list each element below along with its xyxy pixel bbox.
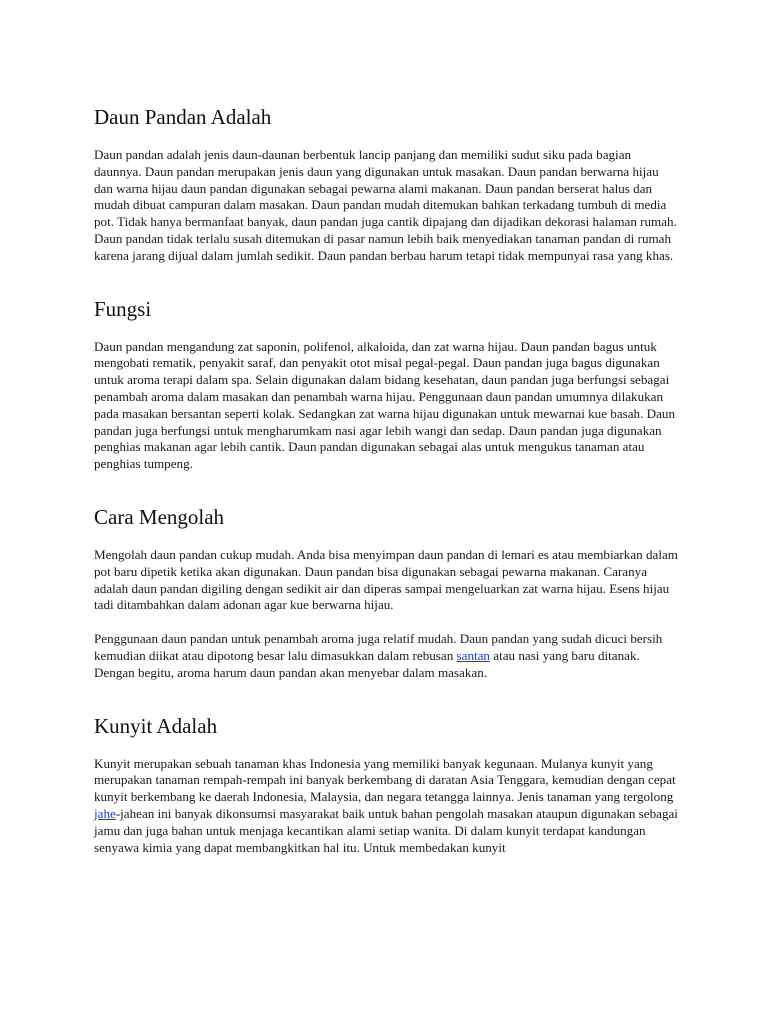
paragraph-text: Penggunaan daun pandan untuk penambah aroma juga relatif mudah. Daun pandan yang sudah dicuci bersih kemudian diikat atau dipotong besar lalu dimasukkan dalam rebusan: [94, 631, 663, 663]
section-cara-mengolah: [94, 504, 678, 682]
jahe-link[interactable]: jahe: [94, 805, 116, 821]
paragraph-text: Kunyit merupakan sebuah tanaman khas Indonesia yang memiliki banyak kegunaan. Mulanya kunyit yang merupakan tanaman rempah-rempah ini banyak berkembang di daratan Asia Tenggara, kemudian dengan cepat kunyit berkembang ke daerah Indonesia, Malaysia, dan negara tetangga lainnya. Jenis tanaman yang tergolong: [94, 755, 676, 805]
santan-link[interactable]: santan: [456, 647, 490, 663]
section-kunyit-adalah: [94, 713, 678, 857]
section-daun-pandan-adalah: [94, 104, 678, 265]
section-heading: Cara Mengolah: [94, 504, 225, 529]
section-paragraph: Daun pandan adalah jenis daun-daunan berbentuk lancip panjang dan memiliki sudut siku pada bagian daunnya. Daun pandan merupakan jenis daun yang digunakan untuk masakan. Daun pandan berwarna hijau dan warna hijau daun pandan digunakan sebagai pewarna alami makanan. Daun pandan berserat halus dan mudah dibuat campuran dalam masakan. Daun pandan mudah ditemukan bahkan terkadang tumbuh di media pot. Tidak hanya bermanfaat banyak, daun pandan juga cantik dipajang dan dijadikan dekorasi halaman rumah. Daun pandan tidak terlalu susah ditemukan di pasar namun lebih baik menyediakan tanaman pandan di rumah karena jarang dijual dalam jumlah sedikit. Daun pandan berbau harum tetapi tidak mempunyai rasa yang khas.: [94, 147, 677, 263]
section-fungsi: [94, 296, 678, 473]
section-paragraph: Mengolah daun pandan cukup mudah. Anda bisa menyimpan daun pandan di lemari es atau membiarkan dalam pot baru dipetik ketika akan digunakan. Daun pandan bisa digunakan sebagai pewarna makanan. Caranya adalah daun pandan digiling dengan sedikit air dan diperas sampai mengeluarkan zat warna hijau. Esens hijau tadi ditambahkan dalam adonan agar kue berwarna hijau.: [94, 546, 678, 613]
paragraph-text: atau nasi yang baru ditanak. Dengan begitu, aroma harum daun pandan akan menyebar dalam masakan.: [94, 647, 640, 680]
section-heading: Daun Pandan Adalah: [94, 105, 272, 129]
paragraph-text: -jahean ini banyak dikonsumsi masyarakat baik untuk bahan pengolah masakan ataupun digunakan sebagai jamu dan juga bahan untuk menjaga kecantikan alami setiap wanita. Di dalam kunyit terdapat kandungan senyawa kimia yang dapat membangkitkan hal itu. Untuk membedakan kunyit: [94, 805, 678, 855]
document-page: [94, 104, 678, 887]
section-paragraph: [94, 631, 678, 681]
section-heading: Kunyit Adalah: [94, 713, 218, 738]
section-heading: Fungsi: [94, 296, 152, 321]
section-paragraph: Daun pandan mengandung zat saponin, polifenol, alkaloida, dan zat warna hijau. Daun pandan bagus untuk mengobati rematik, penyakit saraf, dan penyakit otot misal pegal-pegal. Daun pandan juga bagus digunakan untuk aroma terapi dalam spa. Selain digunakan dalam bidang kesehatan, daun pandan juga berfungsi sebagai penambah aroma dalam masakan dan penambah warna hijau. Penggunaan daun pandan umumnya dilakukan pada masakan bersantan seperti kolak. Sedangkan zat warna hijau digunakan untuk mewarnai kue basah. Daun pandan juga berfungsi untuk mengharumkam nasi agar lebih wangi dan sedap. Daun pandan juga digunakan penghias makanan agar lebih cantik. Daun pandan digunakan sebagai alas untuk mengukus tanaman atau penghias tumpeng.: [94, 338, 676, 472]
section-paragraph: [94, 756, 678, 857]
